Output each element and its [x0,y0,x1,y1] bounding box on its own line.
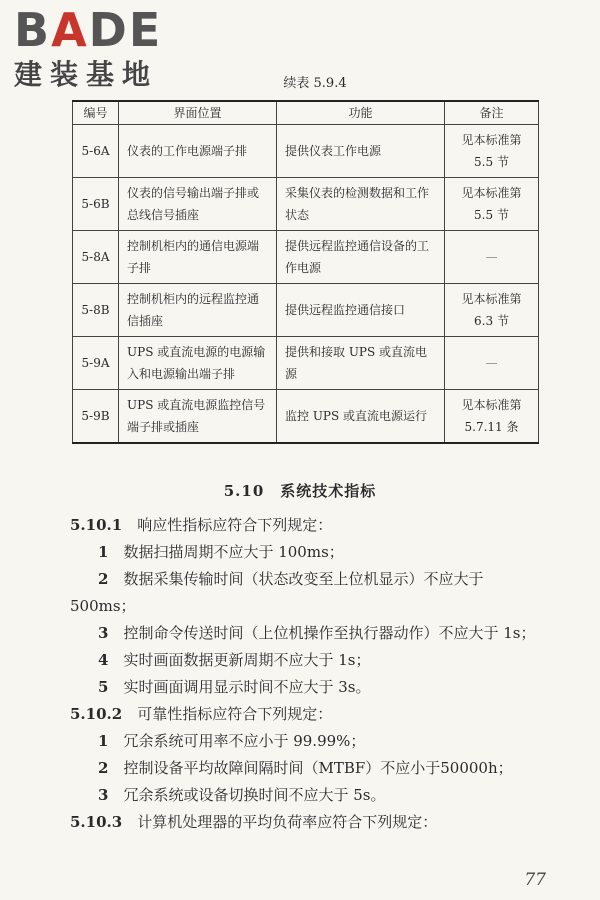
clause-text: 可靠性指标应符合下列规定： [137,705,333,723]
header-function: 功能 [277,101,445,125]
cell-position: 仪表的工作电源端子排 [119,125,277,178]
cell-note: 见本标准第 5.5 节 [445,178,539,231]
interface-table [72,100,539,444]
clause-number: 5.10.2 [70,705,123,723]
cell-code: 5-6A [73,125,119,178]
list-item: 1 数据扫描周期不应大于 100ms； [98,543,344,561]
header-code: 编号 [73,101,119,125]
list-item: 2 数据采集传输时间（状态改变至上位机显示）不应大于 500ms； [70,570,484,615]
cell-note: — [445,231,539,284]
clause-text: 响应性指标应符合下列规定： [137,516,333,534]
cell-function: 采集仪表的检测数据和工作状态 [277,178,445,231]
cell-function: 提供仪表工作电源 [277,125,445,178]
cell-note: — [445,337,539,390]
clause-number: 5.10.3 [70,813,123,831]
clause-text: 计算机处理器的平均负荷率应符合下列规定： [137,813,438,831]
cell-position: UPS 或直流电源监控信号端子排或插座 [119,390,277,444]
cell-code: 5-9A [73,337,119,390]
header-position: 界面位置 [119,101,277,125]
cell-position: 控制机柜内的通信电源端子排 [119,231,277,284]
table-caption: 续表 5.9.4 [283,76,347,91]
page-number: 77 [524,870,546,890]
brand-logo [14,3,184,92]
cell-function: 提供远程监控通信接口 [277,284,445,337]
logo-wordmark: BADE [14,3,163,57]
table-row [73,390,539,444]
cell-note: 见本标准第 6.3 节 [445,284,539,337]
cell-function: 提供和接取 UPS 或直流电源 [277,337,445,390]
cell-code: 5-8A [73,231,119,284]
list-item: 4 实时画面数据更新周期不应大于 1s； [98,651,371,669]
table-row [73,337,539,390]
cell-function: 提供远程监控通信设备的工作电源 [277,231,445,284]
table-row [73,125,539,178]
clause-heading [70,809,542,836]
cell-note: 见本标准第 5.7.11 条 [445,390,539,444]
cell-function: 监控 UPS 或直流电源运行 [277,390,445,444]
table-row [73,178,539,231]
cell-code: 5-6B [73,178,119,231]
cell-position: 控制机柜内的远程监控通信插座 [119,284,277,337]
list-item: 1 冗余系统可用率不应小于 99.99%； [98,732,366,750]
clause-heading [70,701,542,728]
section-body [70,512,542,836]
header-note: 备注 [445,101,539,125]
list-item: 3 冗余系统或设备切换时间不应大于 5s。 [98,786,386,804]
list-item: 3 控制命令传送时间（上位机操作至执行器动作）不应大于 1s； [98,624,536,642]
cell-position: UPS 或直流电源的电源输入和电源输出端子排 [119,337,277,390]
cell-code: 5-9B [73,390,119,444]
cell-code: 5-8B [73,284,119,337]
clause-number: 5.10.1 [70,516,123,534]
table-header-row [73,101,539,125]
table-row [73,231,539,284]
section-title: 5.10 系统技术指标 [223,482,377,500]
table-row [73,284,539,337]
clause-heading [70,512,542,539]
logo-subtitle: 建装基地 [14,58,159,91]
list-item: 5 实时画面调用显示时间不应大于 3s。 [98,678,371,696]
cell-note: 见本标准第 5.5 节 [445,125,539,178]
list-item: 2 控制设备平均故障间隔时间（MTBF）不应小于50000h； [98,759,513,777]
cell-position: 仪表的信号输出端子排或总线信号插座 [119,178,277,231]
